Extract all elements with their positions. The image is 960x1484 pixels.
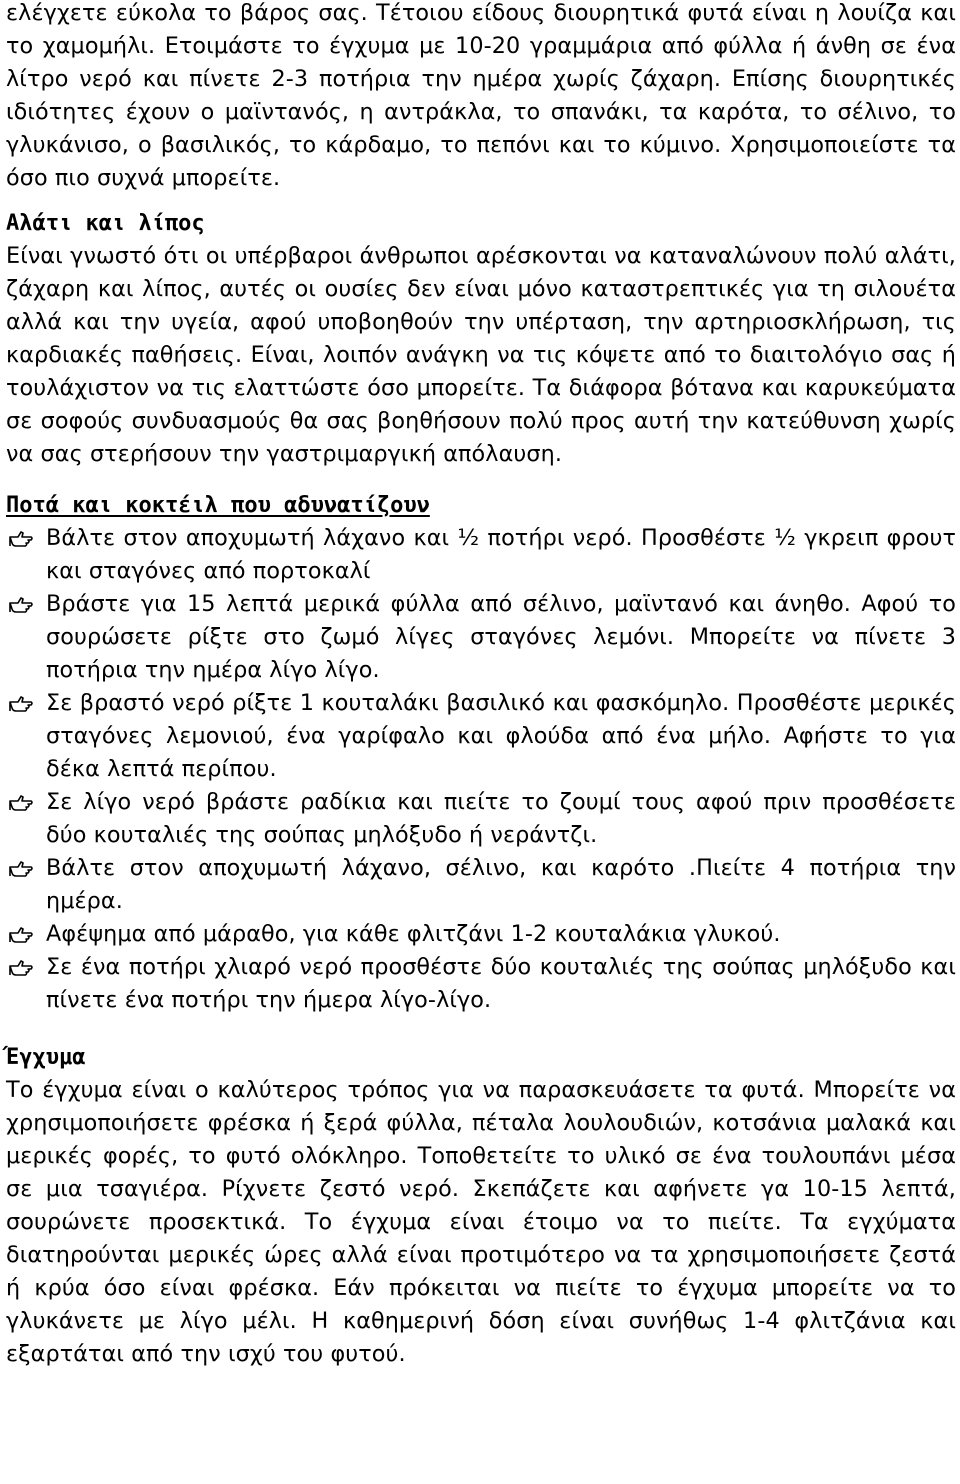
- pointing-hand-icon: [8, 957, 34, 979]
- drinks-list: [6, 522, 956, 1017]
- list-item: [6, 951, 956, 1017]
- document-page: [6, 0, 956, 1371]
- pointing-hand-icon: [8, 528, 34, 550]
- list-item: [6, 588, 956, 687]
- list-item-text: Αφέψημα από μάραθο, για κάθε φλιτζάνι 1-2 κουταλάκια γλυκού.: [46, 921, 781, 947]
- section-heading-drinks: Ποτά και κοκτέιλ που αδυνατίζουν: [6, 493, 430, 518]
- pointing-hand-icon: [8, 858, 34, 880]
- list-item-text: Σε ένα ποτήρι χλιαρό νερό προσθέστε δύο κουταλιές της σούπας μηλόξυδο και πίνετε ένα ποτήρι την ήμερα λίγο-λίγο.: [46, 954, 956, 1013]
- infusion-paragraph: Το έγχυμα είναι ο καλύτερος τρόπος για να παρασκευάσετε τα φυτά. Μπορείτε να χρησιμοποιήσετε φρέσκα ή ξερά φύλλα, πέταλα λουλουδιών, κοτσάνια μαλακά και μερικές φορές, το φυτό ολόκληρο. Τοποθετείτε το υλικό σε ένα τουλουπάνι μέσα σε μια τσαγιέρα. Ρίχνετε ζεστό νερό. Σκεπάζετε και αφήνετε γα 10-15 λεπτά, σουρώνετε προσεκτικά. Το έγχυμα είναι έτοιμο να το πιείτε. Τα εγχύματα διατηρούνται μερικές ώρες αλλά είναι προτιμότερο να τα χρησιμοποιήσετε ζεστά ή κρύα όσο είναι φρέσκα. Εάν πρόκειται να πιείτε το έγχυμα μπορείτε να το γλυκάνετε με λίγο μέλι. Η καθημερινή δόση είναι συνήθως 1-4 φλιτζάνια και εξαρτάται από την ισχύ του φυτού.: [6, 1077, 956, 1367]
- list-item: [6, 687, 956, 786]
- pointing-hand-icon: [8, 594, 34, 616]
- section-heading-salt-and-fat: Αλάτι και λίπος: [6, 211, 205, 236]
- pointing-hand-icon: [8, 792, 34, 814]
- intro-paragraph: ελέγχετε εύκολα το βάρος σας. Τέτοιου είδους διουρητικά φυτά είναι η λουίζα και το χαμομήλι. Ετοιμάστε το έγχυμα με 10-20 γραμμάρια από φύλλα ή άνθη σε ένα λίτρο νερό και πίνετε 2-3 ποτήρια την ημέρα χωρίς ζάχαρη. Επίσης διουρητικές ιδιότητες έχουν ο μαϊντανός, η αντράκλα, το σπανάκι, τα καρότα, το σέλινο, το γλυκάνισο, ο βασιλικός, το κάρδαμο, το πεπόνι και το κύμινο. Χρησιμοποιείστε τα όσο πιο συχνά μπορείτε.: [6, 0, 956, 191]
- section-heading-infusion: Έγχυμα: [6, 1045, 86, 1070]
- list-item: [6, 852, 956, 918]
- list-item: [6, 918, 956, 951]
- pointing-hand-icon: [8, 924, 34, 946]
- list-item-text: Σε βραστό νερό ρίξτε 1 κουταλάκι βασιλικό και φασκόμηλο. Προσθέστε μερικές σταγόνες λεμονιού, ένα γαρίφαλο και φλούδα από ένα μήλο. Αφήστε το για δέκα λεπτά περίπου.: [46, 690, 956, 782]
- pointing-hand-icon: [8, 693, 34, 715]
- list-item-text: Βάλτε στον αποχυμωτή λάχανο, σέλινο, και καρότο .Πιείτε 4 ποτήρια την ημέρα.: [46, 855, 956, 914]
- list-item: [6, 522, 956, 588]
- list-item-text: Βράστε για 15 λεπτά μερικά φύλλα από σέλινο, μαϊντανό και άνηθο. Αφού το σουρώσετε ρίξτε στο ζωμό λίγες σταγόνες λεμόνι. Μπορείτε να πίνετε 3 ποτήρια την ημέρα λίγο λίγο.: [46, 591, 956, 683]
- list-item: [6, 786, 956, 852]
- list-item-text: Βάλτε στον αποχυμωτή λάχανο και ½ ποτήρι νερό. Προσθέστε ½ γκρειπ φρουτ και σταγόνες από πορτοκαλί: [46, 525, 956, 584]
- list-item-text: Σε λίγο νερό βράστε ραδίκια και πιείτε το ζουμί τους αφού πριν προσθέσετε δύο κουταλιές της σούπας μηλόξυδο ή νεράντζι.: [46, 789, 956, 848]
- salt-and-fat-paragraph: Είναι γνωστό ότι οι υπέρβαροι άνθρωποι αρέσκονται να καταναλώνουν πολύ αλάτι, ζάχαρη και λίπος, αυτές οι ουσίες δεν είναι μόνο καταστρεπτικές για τη σιλουέτα αλλά και την υγεία, αφού υποβοηθούν την υπέρταση, την αρτηριοσκλήρωση, τις καρδιακές παθήσεις. Είναι, λοιπόν ανάγκη να τις κόψετε από το διαιτολόγιο σας ή τουλάχιστον να τις ελαττώστε όσο μπορείτε. Τα διάφορα βότανα και καρυκεύματα σε σοφούς συνδυασμούς θα σας βοηθήσουν πολύ προς αυτή την κατεύθυνση χωρίς να σας στερήσουν την γαστριμαργική απόλαυση.: [6, 243, 956, 467]
